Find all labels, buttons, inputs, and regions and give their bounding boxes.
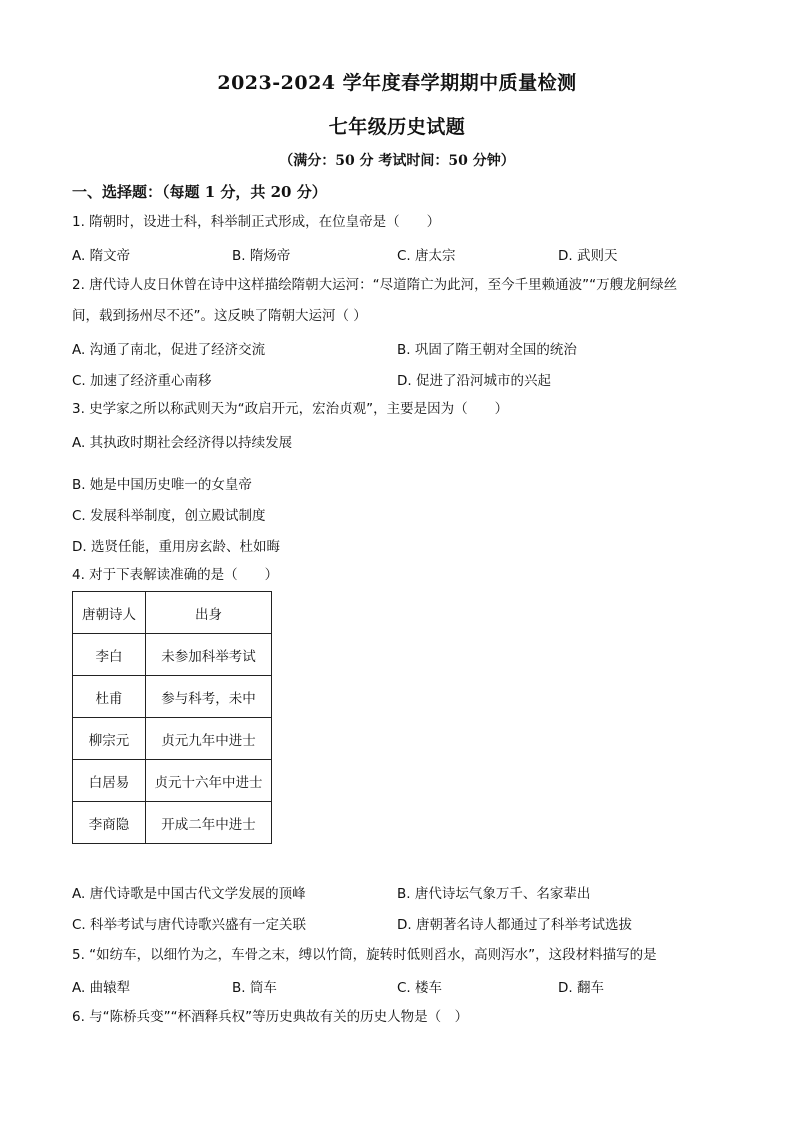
table-row xyxy=(73,676,272,718)
table-header-cell: 出身 xyxy=(146,592,272,634)
exam-title: 2023-2024 学年度春学期期中质量检测 xyxy=(217,72,577,94)
question-5-option-a[interactable]: A. 曲辕犁 xyxy=(72,980,131,996)
table-cell-poet: 杜甫 xyxy=(73,676,146,718)
question-4-stem: 4. 对于下表解读准确的是（ ） xyxy=(72,567,279,583)
exam-subject-title: 七年级历史试题 xyxy=(328,116,466,138)
question-3-option-c[interactable]: C. 发展科举制度，创立殿试制度 xyxy=(72,508,266,524)
question-5-option-c[interactable]: C. 楼车 xyxy=(397,980,443,996)
table-header-cell: 唐朝诗人 xyxy=(73,592,146,634)
question-4-options-row-1 xyxy=(72,882,722,906)
question-1-option-a[interactable]: A. 隋文帝 xyxy=(72,248,131,264)
question-3-stem: 3. 史学家之所以称武则天为“政启开元，宏治贞观”，主要是因为（ ） xyxy=(72,401,509,417)
question-5-option-d[interactable]: D. 翻车 xyxy=(558,980,604,996)
question-3-option-b[interactable]: B. 她是中国历史唯一的女皇帝 xyxy=(72,477,252,493)
table-cell-origin: 贞元十六年中进士 xyxy=(146,760,272,802)
table-cell-poet: 白居易 xyxy=(73,760,146,802)
question-1-options xyxy=(72,244,722,268)
table-row xyxy=(73,760,272,802)
question-3-option-a[interactable]: A. 其执政时期社会经济得以持续发展 xyxy=(72,435,293,451)
question-5-options xyxy=(72,976,722,1000)
question-2-option-b[interactable]: B. 巩固了隋王朝对全国的统治 xyxy=(397,342,577,358)
question-2-option-d[interactable]: D. 促进了沿河城市的兴起 xyxy=(397,373,551,389)
table-cell-origin: 开成二年中进士 xyxy=(146,802,272,844)
table-cell-origin: 未参加科举考试 xyxy=(146,634,272,676)
question-2-option-a[interactable]: A. 沟通了南北，促进了经济交流 xyxy=(72,342,266,358)
table-header-row xyxy=(73,592,272,634)
exam-meta: （满分：50 分 考试时间：50 分钟） xyxy=(279,153,515,169)
poets-table xyxy=(72,591,272,844)
question-4-option-a[interactable]: A. 唐代诗歌是中国古代文学发展的顶峰 xyxy=(72,886,306,902)
table-cell-origin: 贞元九年中进士 xyxy=(146,718,272,760)
question-5-option-b[interactable]: B. 筒车 xyxy=(232,980,277,996)
table-row xyxy=(73,634,272,676)
question-2-options-row-1 xyxy=(72,338,722,362)
question-6-stem: 6. 与“陈桥兵变”“杯酒释兵权”等历史典故有关的历史人物是（ ） xyxy=(72,1009,469,1025)
table-cell-origin: 参与科考，未中 xyxy=(146,676,272,718)
question-1-option-c[interactable]: C. 唐太宗 xyxy=(397,248,456,264)
question-2-stem-line-1: 2. 唐代诗人皮日休曾在诗中这样描绘隋朝大运河：“尽道隋亡为此河，至今千里赖通波”“万艘龙舸绿丝 xyxy=(72,277,678,293)
question-1-option-d[interactable]: D. 武则天 xyxy=(558,248,618,264)
question-4-option-d[interactable]: D. 唐朝著名诗人都通过了科举考试选拔 xyxy=(397,917,632,933)
question-3-option-d[interactable]: D. 选贤任能，重用房玄龄、杜如晦 xyxy=(72,539,280,555)
table-cell-poet: 李商隐 xyxy=(73,802,146,844)
question-2-options-row-2 xyxy=(72,369,722,393)
section-heading: 一、选择题：（每题 1 分，共 20 分） xyxy=(72,183,327,201)
question-4-option-c[interactable]: C. 科举考试与唐代诗歌兴盛有一定关联 xyxy=(72,917,307,933)
table-cell-poet: 柳宗元 xyxy=(73,718,146,760)
question-2-option-c[interactable]: C. 加速了经济重心南移 xyxy=(72,373,212,389)
question-2-stem-line-2: 间，载到扬州尽不还”。这反映了隋朝大运河（ ） xyxy=(72,308,367,324)
question-1-option-b[interactable]: B. 隋炀帝 xyxy=(232,248,291,264)
question-4-option-b[interactable]: B. 唐代诗坛气象万千、名家辈出 xyxy=(397,886,591,902)
question-1-stem: 1. 隋朝时，设进士科，科举制正式形成，在位皇帝是（ ） xyxy=(72,214,441,230)
question-5-stem: 5. “如纺车，以细竹为之，车骨之末，缚以竹筒，旋转时低则舀水，高则泻水”，这段材料描写的是 xyxy=(72,947,657,963)
question-4-options-row-2 xyxy=(72,913,722,937)
table-cell-poet: 李白 xyxy=(73,634,146,676)
table-row xyxy=(73,802,272,844)
table-row xyxy=(73,718,272,760)
